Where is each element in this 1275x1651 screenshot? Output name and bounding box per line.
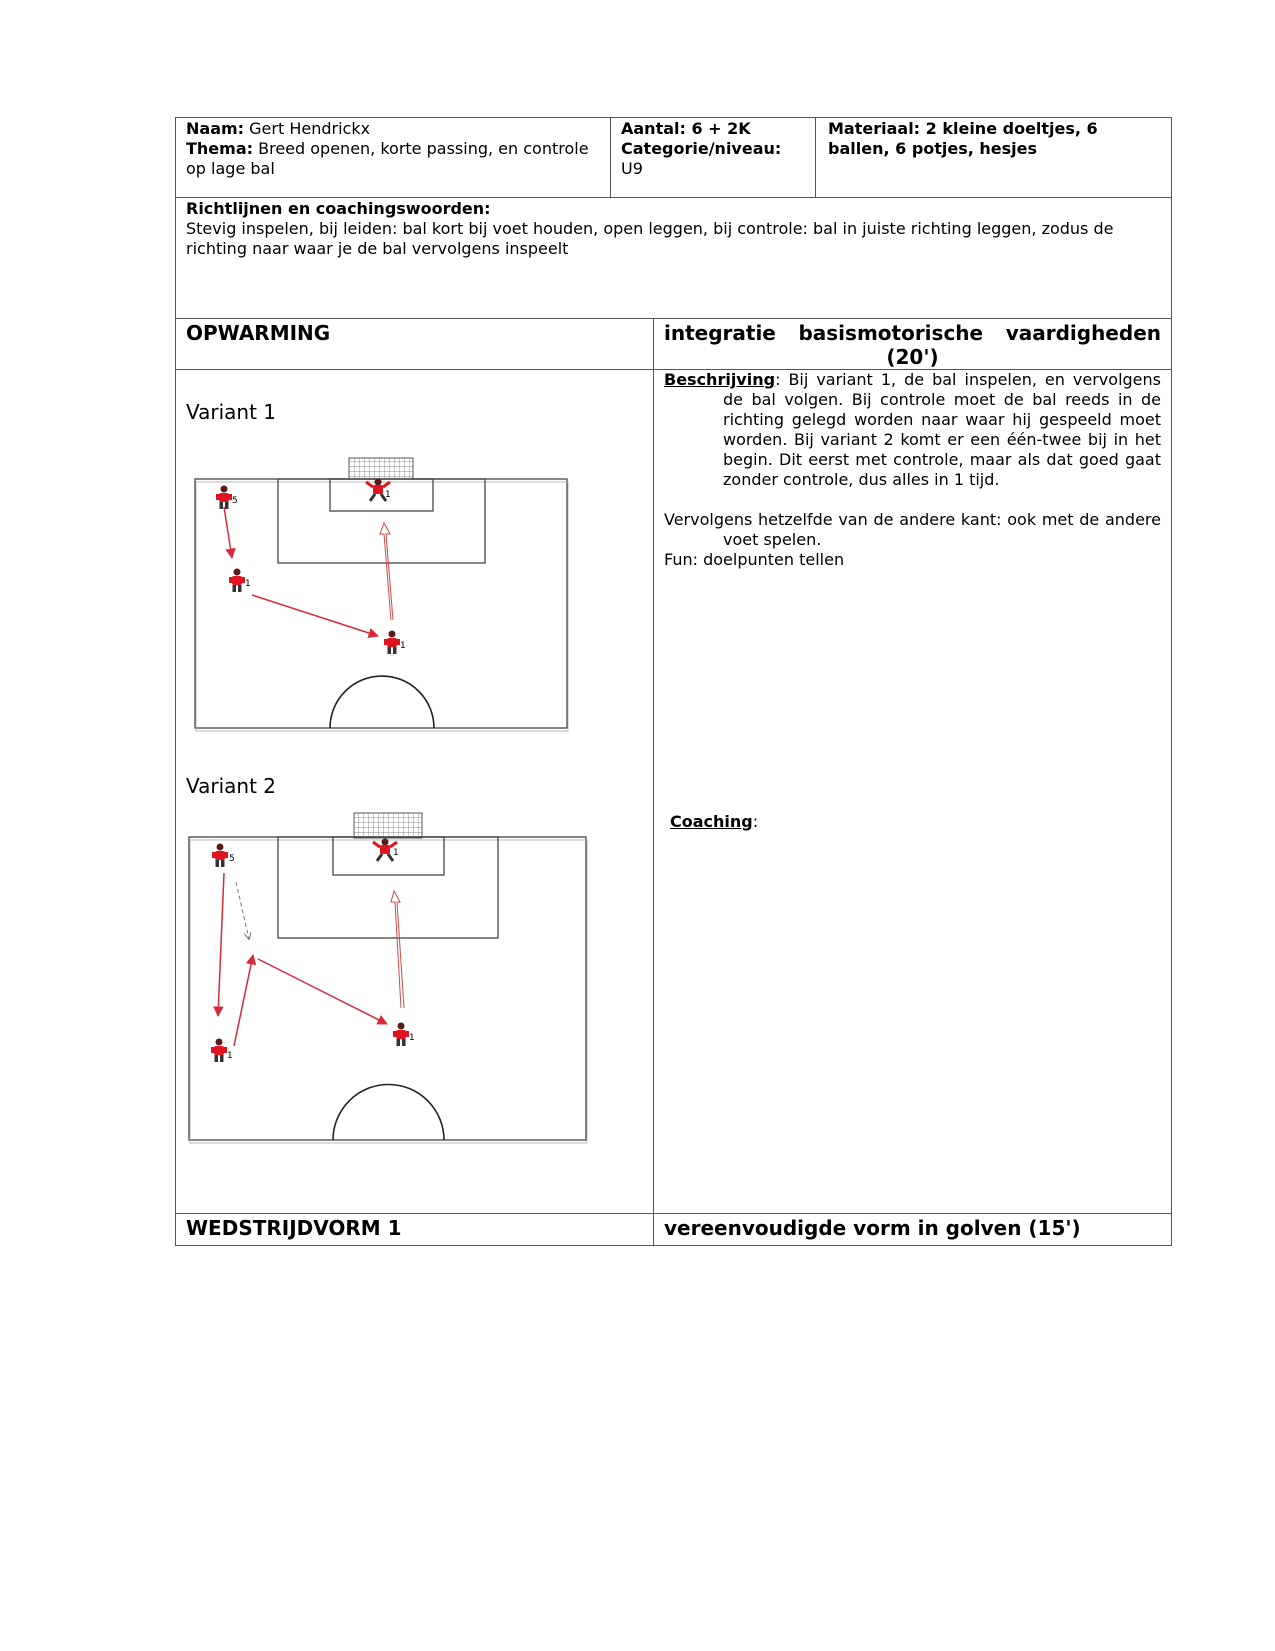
header-material-cell xyxy=(815,117,1172,198)
theme-value: Breed openen, korte passing, en controle op lage bal xyxy=(186,139,589,178)
description-block: Beschrijving: Bij variant 1, de bal inspelen, en vervolgens de bal volgen. Bij controle moet de bal reeds in de richting gelegd worden naar waar hij gespeeld moet worden. Bij variant 2 komt er een één-twee bij in het begin. Dit eerst met controle, maar als dat goed gaat zonder controle, dus alles in 1 tijd. xyxy=(664,370,1161,489)
goalkeeper-label: 1 xyxy=(385,490,391,500)
match-title-cell xyxy=(175,1213,654,1246)
player xyxy=(384,631,400,655)
description-label: Beschrijving xyxy=(664,370,776,389)
player xyxy=(216,486,232,510)
name-value: Gert Hendrickx xyxy=(249,119,371,138)
player-label: 5 xyxy=(229,854,235,864)
variant2-diagram xyxy=(188,802,608,1147)
material-label: Materiaal: 2 kleine doeltjes, 6 ballen, 6 potjes, hesjes xyxy=(828,119,1098,158)
warmup-title-cell xyxy=(175,318,654,370)
warmup-title: OPWARMING xyxy=(186,321,331,345)
player-label: 1 xyxy=(227,1051,233,1061)
match-title: WEDSTRIJDVORM 1 xyxy=(186,1216,402,1240)
diagram-cell xyxy=(175,369,654,1214)
fun-text: Fun: doelpunten tellen xyxy=(664,550,845,569)
goalkeeper-label: 1 xyxy=(393,848,399,858)
player xyxy=(212,844,228,868)
coaching-label: Coaching xyxy=(670,812,753,831)
match-subtitle-cell xyxy=(653,1213,1172,1246)
coaching-block: Coaching: xyxy=(670,812,759,831)
header-name-cell xyxy=(175,117,611,198)
player-label: 1 xyxy=(400,641,406,651)
match-subtitle: vereenvoudigde vorm in golven (15') xyxy=(664,1216,1081,1240)
count-label: Aantal: 6 + 2K xyxy=(621,119,751,138)
theme-label: Thema: xyxy=(186,139,254,158)
guidelines-cell xyxy=(175,197,1172,319)
description-text2: Vervolgens hetzelfde van de andere kant: ook met de andere voet spelen. xyxy=(664,510,1161,549)
guidelines-title: Richtlijnen en coachingswoorden: xyxy=(186,199,491,218)
player-label: 1 xyxy=(409,1033,415,1043)
player xyxy=(211,1039,227,1063)
category-label: Categorie/niveau: xyxy=(621,139,782,158)
description-cell xyxy=(653,369,1172,1214)
player-label: 5 xyxy=(232,496,238,506)
header-count-cell xyxy=(610,117,816,198)
variant1-diagram xyxy=(194,446,594,736)
warmup-subtitle: integratie basismotorische vaardigheden (20') xyxy=(664,321,1161,369)
player-label: 1 xyxy=(245,579,251,589)
variant2-label: Variant 2 xyxy=(186,774,277,798)
warmup-subtitle-cell xyxy=(653,318,1172,370)
description-text: Bij variant 1, de bal inspelen, en vervolgens de bal volgen. Bij controle moet de bal reeds in de richting gelegd worden naar waar hij gespeeld moet worden. Bij variant 2 komt er een één-twee bij in het begin. Dit eerst met controle, maar als dat goed gaat zonder controle, dus alles in 1 tijd. xyxy=(723,370,1161,489)
variant1-label: Variant 1 xyxy=(186,400,277,424)
player xyxy=(393,1023,409,1047)
player xyxy=(229,569,245,593)
guidelines-text: Stevig inspelen, bij leiden: bal kort bij voet houden, open leggen, bij controle: bal in juiste richting leggen, zodus de richting naar waar je de bal vervolgens inspeelt xyxy=(186,219,1114,258)
name-label: Naam: xyxy=(186,119,245,138)
category-value: U9 xyxy=(621,159,643,178)
